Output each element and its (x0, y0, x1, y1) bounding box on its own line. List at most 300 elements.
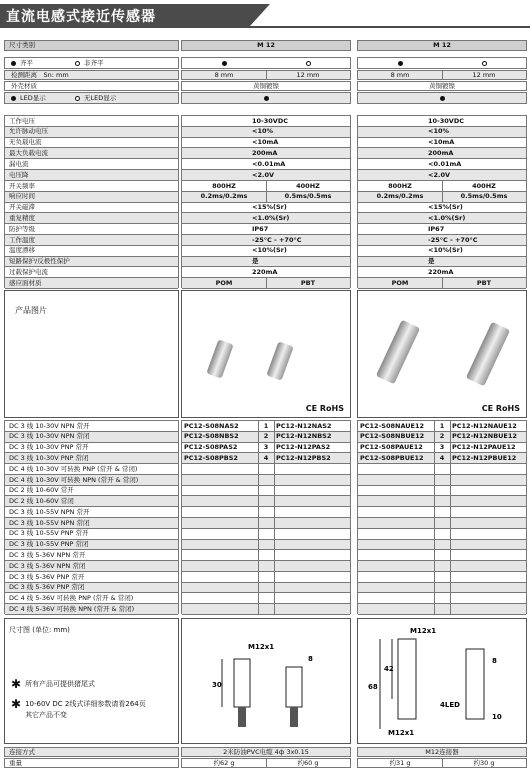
non-flush-cell (266, 58, 350, 68)
type-label-row (5, 443, 178, 454)
divider (434, 421, 435, 431)
weight-value-row (357, 758, 527, 768)
model-right: PC12-N12PAS2 (276, 443, 331, 452)
thread-label: M12x1 (248, 643, 275, 651)
flush-label: 齐平 (20, 58, 33, 67)
type-label-row (5, 550, 178, 561)
spec-label: 无负载电流 (9, 138, 42, 147)
spec-value: <10mA (428, 138, 455, 147)
spec-value-list (357, 115, 527, 288)
spec-value: <0.01mA (428, 159, 462, 168)
model-row (358, 432, 526, 443)
model-row (358, 464, 526, 475)
size-class-label: 尺寸类别 (9, 41, 35, 50)
title-underline (0, 26, 530, 28)
model-right: PC12-N12PBS2 (276, 453, 331, 462)
divider (450, 604, 451, 614)
divider (434, 550, 435, 560)
spec-value-list (181, 115, 351, 288)
led-label: 4LED (440, 701, 460, 709)
spec-value-row (182, 213, 350, 224)
sensor-body-1 (398, 639, 416, 719)
model-row (182, 540, 350, 551)
non-flush-label: 非齐平 (84, 58, 104, 67)
product-column-2 (357, 40, 527, 770)
spec-label: 工作温度 (9, 235, 35, 244)
length-label: 30 (212, 681, 222, 689)
sensor-image-2 (466, 322, 510, 387)
model-num: 1 (263, 421, 269, 430)
divider (258, 550, 259, 560)
sensor-image-1 (206, 339, 233, 378)
housing-row (4, 81, 179, 91)
spec-label-row (5, 257, 178, 268)
filled-dot-icon (264, 96, 269, 101)
type-label: DC 3 线 5-36V PNP 常闭 (9, 583, 85, 592)
type-label-row (5, 475, 178, 486)
model-right: PC12-N12PBUE12 (452, 453, 517, 462)
type-label-row (5, 529, 178, 540)
housing-label: 外壳材质 (11, 81, 37, 90)
divider (450, 507, 451, 517)
value-left: 800HZ (388, 181, 412, 190)
spec-label-row (5, 138, 178, 149)
divider (258, 529, 259, 539)
spec-value-row (358, 148, 526, 159)
value-left: 0.2ms/0.2ms (200, 192, 248, 201)
type-label-row (5, 507, 178, 518)
model-row (182, 593, 350, 604)
filled-dot-icon (11, 61, 16, 66)
divider (434, 443, 435, 453)
connection-value-row (181, 747, 351, 757)
spec-label-row (5, 116, 178, 127)
led-indicator-row (181, 92, 351, 104)
model-row (358, 540, 526, 551)
total-label: 68 (368, 683, 378, 691)
spec-label: 响应时间 (9, 192, 35, 201)
value-left: 8 mm (214, 70, 234, 79)
spec-label-row (5, 246, 178, 257)
weight-label: 重量 (9, 758, 22, 767)
size-value: M 12 (433, 41, 451, 50)
sensor-cable-2 (290, 707, 298, 727)
divider (450, 421, 451, 431)
spec-value: <10% (428, 127, 450, 136)
hollow-dot-icon (306, 61, 311, 66)
divider (258, 443, 259, 453)
spec-value-row (182, 224, 350, 235)
led-cell (358, 93, 526, 103)
housing-value-row (181, 81, 351, 91)
model-left: PC12-S08NAUE12 (360, 421, 425, 430)
type-label-row (5, 518, 178, 529)
model-right: PC12-N12NBS2 (276, 432, 332, 441)
model-row (182, 583, 350, 594)
spec-value: <10% (252, 127, 274, 136)
page-title: 直流电感式接近传感器 (6, 9, 156, 25)
size-value: M 12 (257, 41, 275, 50)
divider (274, 550, 275, 560)
spec-value-row (358, 138, 526, 149)
spec-label: 开关频率 (9, 181, 35, 190)
spec-value-row (358, 278, 526, 289)
divider (258, 540, 259, 550)
divider (450, 443, 451, 453)
spec-value: 10-30VDC (428, 116, 464, 125)
weight-value-row (181, 758, 351, 768)
model-row (358, 572, 526, 583)
spec-value: -25°C - +70°C (252, 235, 302, 244)
spec-label: 电压降 (9, 170, 29, 179)
product-image-box (357, 290, 527, 418)
model-row (358, 593, 526, 604)
note-1 (11, 679, 95, 690)
housing-value: 黄铜镀镍 (253, 81, 279, 90)
divider (450, 561, 451, 571)
type-label-row (5, 593, 178, 604)
value-right: 12 mm (472, 70, 496, 79)
divider (274, 593, 275, 603)
note-3-text: 其它产品不变 (25, 711, 68, 719)
model-num: 4 (439, 453, 445, 462)
spec-label: 允许脉动电压 (9, 127, 48, 136)
divider (434, 540, 435, 550)
type-label: DC 2 线 10-60V 常闭 (9, 497, 74, 506)
model-num: 2 (263, 432, 269, 441)
divider (434, 486, 435, 496)
type-label: DC 3 线 10-55V NPN 常闭 (9, 518, 90, 527)
spec-value: <0.01mA (252, 159, 286, 168)
product-image-box (181, 290, 351, 418)
type-label: DC 3 线 5-36V NPN 常开 (9, 550, 86, 559)
model-left: PC12-S08PAS2 (184, 443, 238, 452)
model-row (358, 486, 526, 497)
model-right: PC12-N12NAUE12 (452, 421, 517, 430)
value-right: 0.5ms/0.5ms (284, 192, 332, 201)
divider (258, 518, 259, 528)
title-bar (0, 0, 530, 30)
spec-value: 200mA (252, 149, 278, 158)
divider (274, 572, 275, 582)
connection-value-row (357, 747, 527, 757)
model-right: PC12-N12PAUE12 (452, 443, 516, 452)
value-right: PBT (300, 278, 316, 287)
type-label-row (5, 453, 178, 464)
type-label: DC 3 线 10-30V PNP 常闭 (9, 453, 89, 462)
model-row (182, 496, 350, 507)
type-label: DC 4 线 5-36V 可转换 PNP (常开 & 常闭) (9, 594, 134, 603)
spec-value-row (182, 148, 350, 159)
spec-value-row (182, 159, 350, 170)
spec-label: 温度漂移 (9, 246, 35, 255)
spec-value-row (182, 267, 350, 278)
type-label: DC 3 线 10-30V PNP 常开 (9, 443, 89, 452)
divider (258, 475, 259, 485)
divider (450, 593, 451, 603)
spec-value-row (182, 170, 350, 181)
spec-value: <2.0V (428, 170, 450, 179)
flush-row (4, 57, 179, 69)
value-left: 8 mm (390, 70, 410, 79)
detect-value-row (181, 70, 351, 80)
spec-value: 200mA (428, 149, 454, 158)
model-row (358, 583, 526, 594)
detect-value-row (357, 70, 527, 80)
model-right: PC12-N12NBUE12 (452, 432, 517, 441)
spec-value: <15%(Sr) (252, 203, 287, 212)
divider (450, 496, 451, 506)
spec-label: 过载保护电流 (9, 268, 48, 277)
value-right: 400HZ (472, 181, 496, 190)
housing-value-row (357, 81, 527, 91)
model-num: 4 (263, 453, 269, 462)
spec-value: <15%(Sr) (428, 203, 463, 212)
spec-label-row (5, 203, 178, 214)
detect-row (4, 70, 179, 80)
divider (274, 475, 275, 485)
sensor-body-2 (286, 667, 302, 707)
led-row (4, 92, 179, 104)
divider (258, 453, 259, 463)
spec-value-row (182, 257, 350, 268)
dim-label-box (4, 618, 179, 744)
divider (258, 464, 259, 474)
spec-value-row (358, 235, 526, 246)
divider (274, 443, 275, 453)
divider (450, 453, 451, 463)
divider (274, 507, 275, 517)
model-list (357, 420, 527, 614)
divider (450, 518, 451, 528)
filled-dot-icon (440, 96, 445, 101)
divider (258, 572, 259, 582)
model-left: PC12-S08NAS2 (184, 421, 239, 430)
divider (274, 432, 275, 442)
type-label: DC 3 线 10-30V NPN 常闭 (9, 432, 90, 441)
divider (258, 561, 259, 571)
spec-value-row (358, 246, 526, 257)
spec-label-row (5, 181, 178, 192)
model-left: PC12-S08PAUE12 (360, 443, 423, 452)
spec-label: 短路保护/反极性保护 (9, 257, 70, 266)
flush-indicator-row (357, 57, 527, 69)
spec-value: IP67 (428, 224, 445, 233)
type-label-row (5, 561, 178, 572)
flush-indicator-row (181, 57, 351, 69)
divider (434, 572, 435, 582)
divider (434, 561, 435, 571)
model-row (358, 561, 526, 572)
model-list (181, 420, 351, 614)
spec-value-row (182, 278, 350, 289)
ce-rohs-mark: CE RoHS (305, 404, 344, 413)
sensor-body-1 (234, 659, 250, 707)
divider (274, 486, 275, 496)
spec-value: -25°C - +70°C (428, 235, 478, 244)
spec-label-row (5, 267, 178, 278)
type-label: DC 3 线 10-30V NPN 常开 (9, 421, 90, 430)
value-left: POM (391, 278, 409, 287)
size-class-row (4, 40, 179, 51)
model-row (358, 421, 526, 432)
gap-label: 8 (492, 657, 497, 665)
divider (274, 583, 275, 593)
value-left: 约31 g (389, 758, 411, 767)
value-left: 800HZ (212, 181, 236, 190)
divider (434, 432, 435, 442)
model-row (358, 507, 526, 518)
value-left: 约62 g (213, 758, 235, 767)
divider (434, 593, 435, 603)
value-right: 400HZ (296, 181, 320, 190)
model-left: PC12-S08PBUE12 (360, 453, 424, 462)
housing-value: 黄铜镀镍 (429, 81, 455, 90)
divider (450, 464, 451, 474)
value-right: 约30 g (473, 758, 495, 767)
model-row (182, 604, 350, 615)
divider (450, 486, 451, 496)
spec-value-row (358, 203, 526, 214)
body-label: 42 (384, 665, 394, 673)
value-right: 约60 g (297, 758, 319, 767)
product-image-label: 产品图片 (15, 306, 47, 315)
type-label: DC 4 线 10-30V 可转换 NPN (常开 & 常闭) (9, 475, 139, 484)
spec-value-row (358, 213, 526, 224)
model-row (358, 453, 526, 464)
divider (274, 604, 275, 614)
hollow-dot-icon (75, 96, 80, 101)
model-row (358, 443, 526, 454)
spec-label: 防护等级 (9, 224, 35, 233)
divider (434, 507, 435, 517)
model-row (182, 475, 350, 486)
sensor-image-2 (266, 341, 293, 380)
type-label-row (5, 464, 178, 475)
type-label: DC 3 线 5-36V PNP 常开 (9, 572, 85, 581)
spec-value: <1.0%(Sr) (252, 213, 290, 222)
thread-label-bottom: M12x1 (388, 729, 415, 737)
dim-label: 尺寸图 (单位: mm) (9, 626, 70, 634)
divider (258, 507, 259, 517)
model-row (182, 518, 350, 529)
type-label: DC 3 线 5-36V NPN 常闭 (9, 561, 86, 570)
model-right: PC12-N12NAS2 (276, 421, 332, 430)
connection-label: 连接方式 (9, 747, 35, 756)
spec-label-row (5, 159, 178, 170)
end-label: 10 (492, 713, 502, 721)
model-row (358, 550, 526, 561)
divider (258, 486, 259, 496)
divider (258, 593, 259, 603)
spec-value: 220mA (428, 268, 454, 277)
spec-label-row (5, 278, 178, 289)
non-flush-cell (442, 58, 526, 68)
divider (258, 604, 259, 614)
divider (274, 518, 275, 528)
model-row (358, 604, 526, 615)
spec-value-row (358, 159, 526, 170)
type-label: DC 3 线 10-55V PNP 常闭 (9, 540, 89, 549)
note-1-text: 所有产品可提供猪尾式 (25, 680, 96, 688)
type-label-list (4, 420, 179, 614)
divider (434, 475, 435, 485)
value-right: 12 mm (296, 70, 320, 79)
divider (274, 464, 275, 474)
model-row (182, 453, 350, 464)
spec-value: <2.0V (252, 170, 274, 179)
value-right: 0.5ms/0.5ms (460, 192, 508, 201)
sensor-cable-1 (238, 707, 246, 727)
model-left: PC12-S08NBS2 (184, 432, 239, 441)
type-label-row (5, 583, 178, 594)
divider (450, 475, 451, 485)
model-row (358, 475, 526, 486)
divider (434, 453, 435, 463)
note-2 (11, 699, 146, 721)
spec-label: 开关磁滞 (9, 203, 35, 212)
type-label-row (5, 496, 178, 507)
model-row (182, 464, 350, 475)
type-label-row (5, 540, 178, 551)
value-right: PBT (476, 278, 492, 287)
divider (434, 496, 435, 506)
asterisk-icon: ✱ (11, 697, 22, 711)
spec-value-row (182, 138, 350, 149)
spec-value: 是 (252, 257, 259, 266)
model-num: 3 (439, 443, 445, 452)
spec-value-row (182, 235, 350, 246)
divider (258, 583, 259, 593)
spec-label-row (5, 170, 178, 181)
hollow-dot-icon (482, 61, 487, 66)
spec-value-row (182, 192, 350, 203)
spec-label-list (4, 115, 179, 288)
connection-row (4, 747, 179, 757)
label-column (4, 40, 179, 770)
divider (258, 496, 259, 506)
model-row (182, 432, 350, 443)
product-column-1 (181, 40, 351, 770)
model-row (182, 529, 350, 540)
type-label-row (5, 604, 178, 615)
weight-row (4, 758, 179, 768)
model-row (358, 529, 526, 540)
spec-value-row (358, 127, 526, 138)
divider (274, 421, 275, 431)
dimension-drawing (358, 619, 526, 743)
sensor-body-2 (466, 649, 484, 719)
type-label-row (5, 432, 178, 443)
type-label-row (5, 421, 178, 432)
spec-value-row (182, 203, 350, 214)
thread-label-top: M12x1 (410, 627, 437, 635)
spec-value: <1.0%(Sr) (428, 213, 466, 222)
gap-label: 8 (308, 655, 313, 663)
led-none-label: 无LED显示 (84, 93, 117, 102)
spec-value-row (358, 192, 526, 203)
spec-value-row (182, 116, 350, 127)
spec-value-row (358, 224, 526, 235)
model-row (182, 443, 350, 454)
spec-label-row (5, 192, 178, 203)
size-row (357, 40, 527, 51)
dimension-drawing-box (181, 618, 351, 744)
model-num: 1 (439, 421, 445, 430)
divider (434, 604, 435, 614)
flush-cell (182, 58, 266, 68)
divider (274, 453, 275, 463)
